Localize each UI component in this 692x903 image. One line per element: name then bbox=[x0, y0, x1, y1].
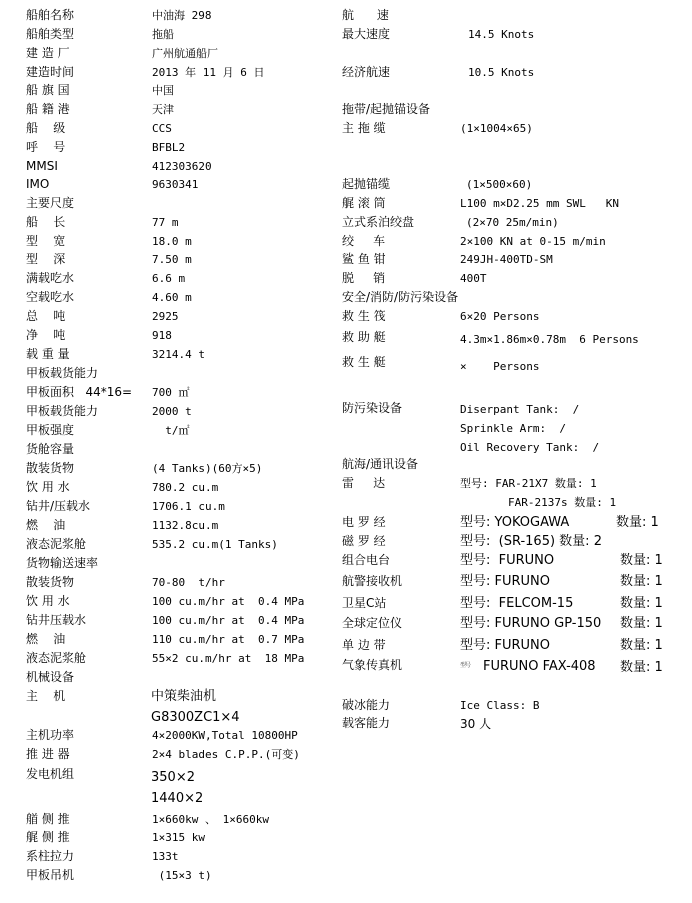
generator-label: 发电机组 bbox=[26, 767, 75, 781]
right-value: 型号: (SR-165) 数量: 2 bbox=[460, 534, 602, 549]
left-label: 钻井/压载水 bbox=[26, 499, 91, 513]
right-label: 起抛锚缆 bbox=[342, 177, 391, 191]
section-title: 拖带/起抛锚设备 bbox=[342, 102, 431, 116]
left-label: 船舶类型 bbox=[26, 27, 75, 41]
generator-value-2: 1440×2 bbox=[151, 791, 204, 806]
right-label: 单 边 带 bbox=[342, 638, 386, 652]
left-value: 918 bbox=[152, 329, 172, 342]
left-value: 1706.1 cu.m bbox=[152, 500, 225, 513]
section-title: 安全/消防/防污染设备 bbox=[342, 290, 459, 304]
left-value: 100 cu.m/hr at 0.4 MPa bbox=[152, 614, 305, 627]
left-label: 艏 侧 推 bbox=[26, 812, 70, 826]
left-label: 液态泥浆舱 bbox=[26, 537, 87, 551]
section-title: 航海/通讯设备 bbox=[342, 457, 419, 471]
right-value: × Persons bbox=[460, 360, 540, 373]
left-value: 9630341 bbox=[152, 178, 199, 191]
left-label: 燃 油 bbox=[26, 632, 66, 646]
left-value: 1×660kw 、 1×660kw bbox=[152, 813, 269, 826]
left-value: 1×315 kw bbox=[152, 831, 205, 844]
left-value: 广州航通船厂 bbox=[152, 47, 218, 60]
left-value: 77 m bbox=[152, 216, 179, 229]
right-value: 400T bbox=[460, 272, 487, 285]
left-label: 钻井压载水 bbox=[26, 613, 87, 627]
right-value: 14.5 Knots bbox=[468, 28, 535, 41]
left-value: 2000 t bbox=[152, 405, 192, 418]
right-value: 型号: FELCOM-15 bbox=[460, 596, 574, 611]
right-value: 2×100 KN at 0-15 m/min bbox=[460, 235, 606, 248]
section-title: 航 速 bbox=[342, 8, 389, 22]
right-label: 气象传真机 bbox=[342, 658, 403, 672]
left-value: t/㎡ bbox=[152, 424, 190, 437]
right-value: Ice Class: B bbox=[460, 699, 540, 712]
left-label: 载 重 量 bbox=[26, 347, 70, 361]
left-label: 型 宽 bbox=[26, 234, 66, 248]
right-value: (1×1004×65) bbox=[460, 122, 533, 135]
left-label: 船 长 bbox=[26, 215, 66, 229]
right-label: 防污染设备 bbox=[342, 401, 403, 415]
left-label: 满载吃水 bbox=[26, 271, 75, 285]
left-value: 天津 bbox=[152, 103, 174, 116]
left-label: 净 吨 bbox=[26, 328, 66, 342]
left-label: 饮 用 水 bbox=[26, 594, 70, 608]
left-value: CCS bbox=[152, 122, 172, 135]
right-label: 主 拖 缆 bbox=[342, 121, 386, 135]
right-label: 艉 滚 筒 bbox=[342, 196, 386, 210]
right-label: 破冰能力 bbox=[342, 698, 391, 712]
right-label: 电 罗 经 bbox=[342, 515, 386, 529]
right-value: 30 人 bbox=[460, 717, 492, 731]
left-value: 6.6 m bbox=[152, 272, 186, 285]
left-value: 中油海 298 bbox=[152, 9, 212, 22]
right-value: (1×500×60) bbox=[466, 178, 533, 191]
left-value: 535.2 cu.m(1 Tanks) bbox=[152, 538, 278, 551]
left-label: 船 旗 国 bbox=[26, 83, 70, 97]
right-value: Oil Recovery Tank: / bbox=[460, 441, 600, 454]
left-label: 船 级 bbox=[26, 121, 66, 135]
left-label: 船舶名称 bbox=[26, 8, 75, 22]
right-label: 救 助 艇 bbox=[342, 330, 386, 344]
left-value: 700 ㎡ bbox=[152, 386, 190, 399]
left-label: 散装货物 bbox=[26, 461, 75, 475]
left-label: 甲板载货能力 bbox=[26, 404, 99, 418]
right-value: Diserpant Tank: / bbox=[460, 403, 580, 416]
left-label: 甲板面积 44*16= bbox=[26, 385, 133, 399]
right-label: 雷 达 bbox=[342, 476, 386, 490]
right-label: 卫星C站 bbox=[342, 596, 387, 610]
left-label: 建造时间 bbox=[26, 65, 75, 79]
left-label: 船 籍 港 bbox=[26, 102, 70, 116]
left-label: 货舱容量 bbox=[26, 442, 75, 456]
right-label: 救 生 艇 bbox=[342, 355, 386, 369]
left-label: 推 进 器 bbox=[26, 747, 70, 761]
left-label: 液态泥浆舱 bbox=[26, 651, 87, 665]
right-label: 载客能力 bbox=[342, 716, 391, 730]
right-value: 249JH-400TD-SM bbox=[460, 253, 553, 266]
right-qty: 数量: 1 bbox=[620, 638, 663, 653]
left-value: 70-80 t/hr bbox=[152, 576, 225, 589]
right-qty: 数量: 1 bbox=[620, 596, 663, 611]
left-value: 3214.4 t bbox=[152, 348, 205, 361]
right-value: 10.5 Knots bbox=[468, 66, 535, 79]
right-value: 型号: FURUNO bbox=[460, 553, 555, 568]
right-value: 4.3m×1.86m×0.78m 6 Persons bbox=[460, 333, 639, 346]
generator-value-1: 350×2 bbox=[151, 770, 195, 785]
left-value: 7.50 m bbox=[152, 253, 192, 266]
right-label: 经济航速 bbox=[342, 65, 391, 79]
right-value: 型号: YOKOGAWA bbox=[460, 515, 570, 530]
right-label: 救 生 筏 bbox=[342, 309, 386, 323]
right-value: 6×20 Persons bbox=[460, 310, 540, 323]
right-label: 绞 车 bbox=[342, 234, 386, 248]
left-value: 133t bbox=[152, 850, 179, 863]
left-value: 中国 bbox=[152, 84, 174, 97]
right-label: 磁 罗 经 bbox=[342, 534, 386, 548]
left-label: 饮 用 水 bbox=[26, 480, 70, 494]
left-label: 甲板吊机 bbox=[26, 868, 75, 882]
right-qty: 数量: 1 bbox=[620, 553, 663, 568]
right-value: L100 m×D2.25 mm SWL KN bbox=[460, 197, 619, 210]
right-label: 鲨 鱼 钳 bbox=[342, 252, 386, 266]
left-label: 总 吨 bbox=[26, 309, 66, 323]
right-label: 全球定位仪 bbox=[342, 616, 403, 630]
left-label: 甲板载货能力 bbox=[26, 366, 99, 380]
left-value: 2925 bbox=[152, 310, 179, 323]
left-label: MMSI bbox=[26, 159, 58, 173]
right-value: 型号: FURUNO bbox=[460, 574, 551, 589]
left-label: 机械设备 bbox=[26, 670, 75, 684]
right-qty: 数量: 1 bbox=[620, 616, 663, 631]
main-engine-type: G8300ZC1×4 bbox=[151, 710, 240, 725]
right-label: 脱 销 bbox=[342, 271, 386, 285]
right-qty: 数量: 1 bbox=[620, 660, 663, 675]
left-value: 4×2000KW,Total 10800HP bbox=[152, 729, 298, 742]
left-value: 110 cu.m/hr at 0.7 MPa bbox=[152, 633, 305, 646]
left-label: 系柱拉力 bbox=[26, 849, 75, 863]
left-label: 空载吃水 bbox=[26, 290, 75, 304]
right-value: 型号: FAR-21X7 数量: 1 bbox=[460, 477, 597, 490]
main-engine-model: 中策柴油机 bbox=[151, 689, 217, 704]
left-label: 建 造 厂 bbox=[26, 46, 70, 60]
left-label: 货物输送速率 bbox=[26, 556, 99, 570]
right-label: 航警接收机 bbox=[342, 574, 403, 588]
left-value: 2013 年 11 月 6 日 bbox=[152, 66, 265, 79]
left-label: 呼 号 bbox=[26, 140, 66, 154]
left-value: 拖船 bbox=[152, 28, 174, 41]
left-value: BFBL2 bbox=[152, 141, 186, 154]
fax-model-logo: 型号 bbox=[460, 662, 471, 669]
right-value: FURUNO FAX-408 bbox=[483, 659, 596, 674]
right-qty: 数量: 1 bbox=[616, 515, 659, 530]
right-label: 组合电台 bbox=[342, 553, 391, 567]
right-label: 立式系泊绞盘 bbox=[342, 215, 415, 229]
left-value: 2×4 blades C.P.P.(可变) bbox=[152, 748, 300, 761]
left-value: 55×2 cu.m/hr at 18 MPa bbox=[152, 652, 305, 665]
left-value: (15×3 t) bbox=[152, 869, 212, 882]
right-value: 型号: FURUNO bbox=[460, 638, 551, 653]
left-label: 主要尺度 bbox=[26, 196, 75, 210]
left-label: 主机功率 bbox=[26, 728, 75, 742]
left-label: 燃 油 bbox=[26, 518, 66, 532]
left-label: 甲板强度 bbox=[26, 423, 75, 437]
right-label: 最大速度 bbox=[342, 27, 391, 41]
left-value: 100 cu.m/hr at 0.4 MPa bbox=[152, 595, 305, 608]
left-label: 型 深 bbox=[26, 252, 66, 266]
left-value: 1132.8cu.m bbox=[152, 519, 219, 532]
main-engine-label: 主 机 bbox=[26, 689, 66, 703]
right-value: (2×70 25m/min) bbox=[466, 216, 559, 229]
left-value: 4.60 m bbox=[152, 291, 192, 304]
left-value: 780.2 cu.m bbox=[152, 481, 219, 494]
left-label: 艉 侧 推 bbox=[26, 830, 70, 844]
right-value: 型号: FURUNO GP-150 bbox=[460, 616, 602, 631]
left-label: 散装货物 bbox=[26, 575, 75, 589]
right-qty: 数量: 1 bbox=[620, 574, 663, 589]
left-value: 412303620 bbox=[152, 160, 212, 173]
left-value: 18.0 m bbox=[152, 235, 192, 248]
right-value: Sprinkle Arm: / bbox=[460, 422, 566, 435]
right-value: FAR-2137s 数量: 1 bbox=[508, 496, 617, 509]
left-label: IMO bbox=[26, 177, 50, 191]
left-value: (4 Tanks)(60方×5) bbox=[152, 462, 263, 475]
